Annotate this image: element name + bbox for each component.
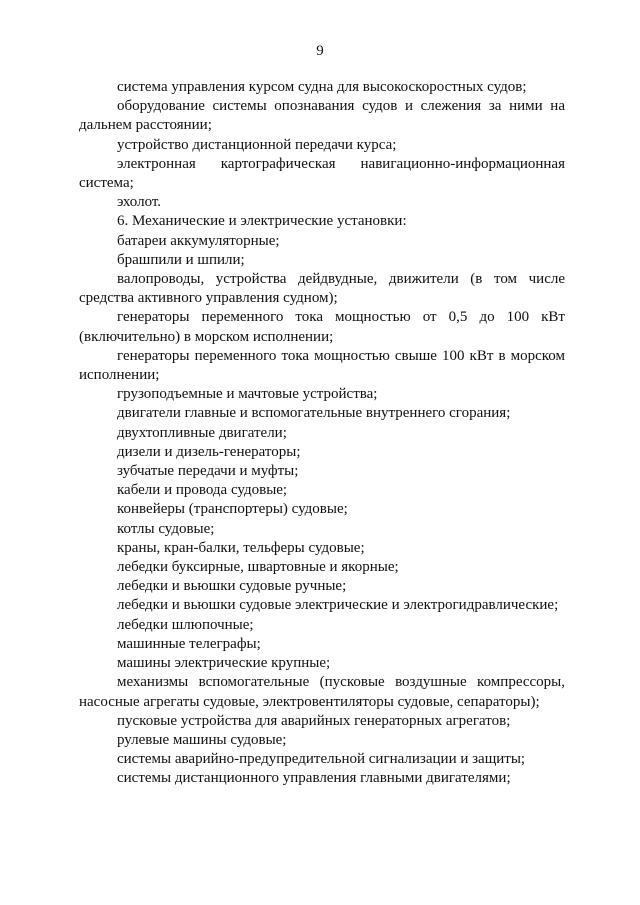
list-item: лебедки буксирные, швартовные и якорные; <box>117 559 399 576</box>
list-item: оборудование системы опознавания судов и слежения за ними на дальнем расстоянии; <box>79 98 565 134</box>
list-item: двухтопливные двигатели; <box>117 424 287 441</box>
list-item: генераторы переменного тока мощностью свыше 100 кВт в морском исполнении; <box>79 347 565 384</box>
list-item: пусковые устройства для аварийных генераторных агрегатов; <box>117 712 511 729</box>
list-item: краны, кран-балки, тельферы судовые; <box>117 539 365 556</box>
page-number: 9 <box>316 43 324 59</box>
list-item: брашпили и шпили; <box>117 251 245 268</box>
list-item-text: электронная картографическая навигационно-информационная система; <box>79 155 565 192</box>
list-item: устройство дистанционной передачи курса; <box>117 136 397 153</box>
list-item: лебедки шлюпочные; <box>117 616 254 633</box>
list-item: машинные телеграфы; <box>117 635 261 652</box>
list-item: двигатели главные и вспомогательные внутреннего сгорания; <box>117 405 511 422</box>
list-item: рулевые машины судовые; <box>117 731 287 748</box>
list-item: дизели и дизель-генераторы; <box>117 443 301 460</box>
list-item: системы аварийно-предупредительной сигнализации и защиты; <box>117 751 526 768</box>
list-item: лебедки и вьюшки судовые ручные; <box>117 578 347 595</box>
list-item: зубчатые передачи и муфты; <box>117 463 299 480</box>
list-item: генераторы переменного тока мощностью от 0,5 до 100 кВт (включительно) в морском исполнении; <box>79 309 565 345</box>
list-item: батареи аккумуляторные; <box>117 232 280 249</box>
list-item: котлы судовые; <box>117 520 215 537</box>
list-item: система управления курсом судна для высокоскоростных судов; <box>117 79 527 95</box>
list-item: системы дистанционного управления главными двигателями; <box>117 770 511 787</box>
list-item: грузоподъемные и мачтовые устройства; <box>117 386 378 403</box>
list-item <box>79 155 565 193</box>
list-item: эхолот. <box>117 194 162 211</box>
document-body <box>79 78 565 789</box>
list-item: лебедки и вьюшки судовые электрические и электрогидравлические; <box>117 597 559 614</box>
list-item: машины электрические крупные; <box>117 655 331 672</box>
section-heading: 6. Механические и электрические установки: <box>117 213 407 230</box>
list-item: валопроводы, устройства дейдвудные, движители (в том числе средства активного управления судном); <box>79 271 565 307</box>
list-item: механизмы вспомогательные (пусковые воздушные компрессоры, насосные агрегаты судовые, электровентиляторы судовые, сепараторы); <box>79 674 565 710</box>
list-item: кабели и провода судовые; <box>117 482 288 499</box>
list-item: конвейеры (транспортеры) судовые; <box>117 501 348 518</box>
